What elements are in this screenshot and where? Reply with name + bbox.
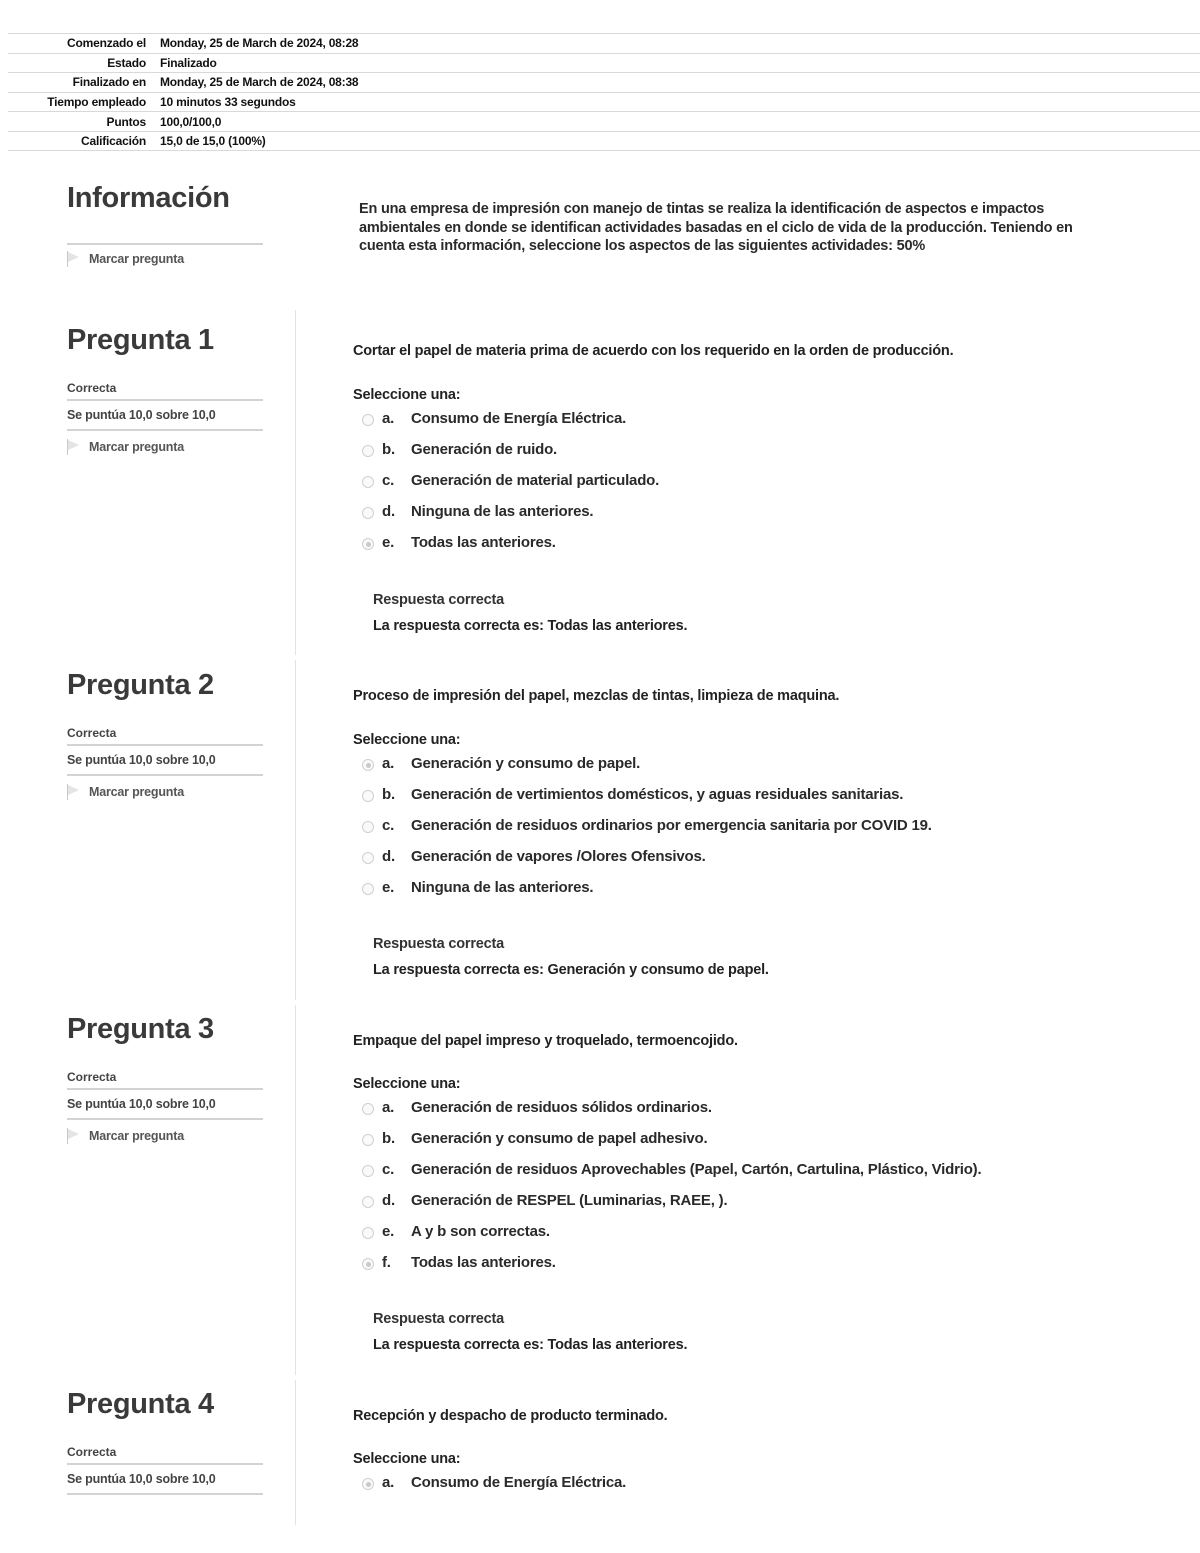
radio-button-selected[interactable]	[362, 538, 374, 550]
answer-option[interactable]	[362, 496, 659, 527]
option-text: Generación de ruido.	[411, 441, 558, 458]
option-letter: b.	[382, 441, 395, 458]
answer-option[interactable]	[362, 1092, 981, 1123]
option-text: A y b son correctas.	[411, 1223, 550, 1240]
divider	[295, 310, 296, 655]
summary-key: Tiempo empleado	[47, 95, 146, 110]
question-text: Proceso de impresión del papel, mezclas de tintas, limpieza de maquina.	[353, 688, 840, 704]
answer-option[interactable]	[362, 810, 932, 841]
answer-option[interactable]	[362, 465, 659, 496]
question-1-info	[67, 324, 263, 455]
radio-button[interactable]	[362, 821, 374, 833]
radio-button[interactable]	[362, 790, 374, 802]
answer-option[interactable]	[362, 872, 932, 903]
option-text: Generación de vapores /Olores Ofensivos.	[411, 848, 706, 865]
option-text: Generación de residuos Aprovechables (Papel, Cartón, Cartulina, Plástico, Vidrio).	[411, 1161, 982, 1178]
answer-option[interactable]	[362, 1185, 981, 1216]
flag-question-button[interactable]	[67, 439, 263, 455]
question-3-info	[67, 1013, 263, 1144]
question-title: Pregunta 2	[67, 669, 214, 701]
answer-option[interactable]	[362, 1467, 626, 1498]
divider	[295, 1005, 296, 1375]
question-title: Pregunta 1	[67, 324, 214, 356]
option-letter: c.	[382, 817, 395, 834]
question-4-info	[67, 1388, 263, 1495]
radio-button[interactable]	[362, 852, 374, 864]
summary-key: Comenzado el	[67, 36, 146, 51]
flag-question-button[interactable]	[67, 1128, 263, 1144]
radio-button[interactable]	[362, 476, 374, 488]
info-description: En una empresa de impresión con manejo de tintas se realiza la identificación de aspectos e impactos ambientales en donde se identifican actividades basadas en el ciclo de vida de la producción. Teniendo en cuenta esta información, seleccione los aspectos de las siguientes actividades: 50%	[359, 201, 1073, 254]
option-text: Todas las anteriores.	[411, 534, 556, 551]
question-state: Correcta	[67, 726, 117, 740]
summary-value: 15,0 de 15,0 (100%)	[160, 133, 266, 148]
option-text: Generación de RESPEL (Luminarias, RAEE, ).	[411, 1192, 728, 1209]
option-letter: e.	[382, 534, 395, 551]
answer-option[interactable]	[362, 748, 932, 779]
radio-button[interactable]	[362, 1103, 374, 1115]
option-letter: c.	[382, 1161, 395, 1178]
radio-button[interactable]	[362, 1227, 374, 1239]
radio-button-selected[interactable]	[362, 1258, 374, 1270]
question-grade: Se puntúa 10,0 sobre 10,0	[67, 1463, 263, 1495]
radio-button[interactable]	[362, 1165, 374, 1177]
option-text: Generación de residuos ordinarios por emergencia sanitaria por COVID 19.	[411, 817, 932, 834]
option-letter: f.	[382, 1254, 391, 1271]
flag-icon	[67, 1128, 79, 1144]
option-letter: d.	[382, 503, 395, 520]
option-text: Generación de vertimientos domésticos, y aguas residuales sanitarias.	[411, 786, 904, 803]
option-text: Consumo de Energía Eléctrica.	[411, 410, 627, 427]
option-letter: d.	[382, 1192, 395, 1209]
select-one-label: Seleccione una:	[353, 1451, 461, 1467]
radio-button[interactable]	[362, 1196, 374, 1208]
feedback-text: La respuesta correcta es: Todas las anteriores.	[373, 618, 688, 634]
option-letter: e.	[382, 879, 395, 896]
feedback-title: Respuesta correcta	[373, 1311, 504, 1327]
info-block-header	[67, 182, 263, 267]
flag-question-button[interactable]	[67, 784, 263, 800]
question-title: Pregunta 4	[67, 1388, 214, 1420]
radio-button[interactable]	[362, 1134, 374, 1146]
question-state: Correcta	[67, 1445, 117, 1459]
answer-options	[362, 748, 932, 903]
summary-value: Finalizado	[160, 55, 217, 70]
question-text: Empaque del papel impreso y troquelado, termoencojido.	[353, 1033, 738, 1049]
flag-icon	[67, 251, 79, 267]
option-text: Todas las anteriores.	[411, 1254, 556, 1271]
radio-button[interactable]	[362, 883, 374, 895]
option-text: Generación de residuos sólidos ordinarios.	[411, 1099, 712, 1116]
summary-row-finished	[8, 72, 1200, 92]
summary-row-state	[8, 53, 1200, 73]
question-2-info	[67, 669, 263, 800]
radio-button-selected[interactable]	[362, 1478, 374, 1490]
answer-option[interactable]	[362, 434, 659, 465]
question-grade: Se puntúa 10,0 sobre 10,0	[67, 744, 263, 776]
question-text: Recepción y despacho de producto terminado.	[353, 1408, 668, 1424]
option-letter: c.	[382, 472, 395, 489]
feedback-text: La respuesta correcta es: Todas las anteriores.	[373, 1337, 688, 1353]
answer-option[interactable]	[362, 1123, 981, 1154]
flag-icon	[67, 784, 79, 800]
summary-row-started	[8, 33, 1200, 53]
divider	[295, 660, 296, 1000]
option-text: Ninguna de las anteriores.	[411, 879, 594, 896]
feedback-box	[373, 591, 687, 634]
answer-option[interactable]	[362, 779, 932, 810]
feedback-box	[373, 935, 769, 978]
radio-button-selected[interactable]	[362, 759, 374, 771]
option-letter: a.	[382, 1474, 395, 1491]
answer-options	[362, 1467, 626, 1498]
feedback-title: Respuesta correcta	[373, 936, 504, 952]
summary-key: Finalizado en	[72, 75, 146, 90]
option-text: Consumo de Energía Eléctrica.	[411, 1474, 627, 1491]
question-title: Pregunta 3	[67, 1013, 214, 1045]
answer-option[interactable]	[362, 841, 932, 872]
option-letter: a.	[382, 1099, 395, 1116]
feedback-title: Respuesta correcta	[373, 592, 504, 608]
select-one-label: Seleccione una:	[353, 732, 461, 748]
answer-options	[362, 1092, 981, 1278]
feedback-text: La respuesta correcta es: Generación y consumo de papel.	[373, 962, 769, 978]
option-text: Generación y consumo de papel.	[411, 755, 641, 772]
select-one-label: Seleccione una:	[353, 1076, 461, 1092]
answer-option[interactable]	[362, 1154, 981, 1185]
summary-value: 100,0/100,0	[160, 114, 222, 129]
question-state: Correcta	[67, 381, 117, 395]
summary-value: 10 minutos 33 segundos	[160, 95, 296, 110]
summary-row-points	[8, 111, 1200, 131]
summary-key: Estado	[107, 55, 146, 70]
question-state: Correcta	[67, 1070, 117, 1084]
flag-label: Marcar pregunta	[89, 785, 184, 799]
summary-row-grade	[8, 131, 1200, 151]
summary-value: Monday, 25 de March de 2024, 08:28	[160, 36, 359, 51]
question-text: Cortar el papel de materia prima de acuerdo con los requerido en la orden de producción.	[353, 343, 954, 359]
divider	[67, 243, 263, 251]
answer-option[interactable]	[362, 1216, 981, 1247]
flag-icon	[67, 439, 79, 455]
attempt-summary-table	[8, 33, 1200, 151]
flag-label: Marcar pregunta	[89, 440, 184, 454]
option-letter: b.	[382, 786, 395, 803]
question-grade: Se puntúa 10,0 sobre 10,0	[67, 399, 263, 431]
summary-value: Monday, 25 de March de 2024, 08:38	[160, 75, 359, 90]
info-title: Información	[67, 182, 230, 214]
answer-option[interactable]	[362, 527, 659, 558]
summary-row-time-taken	[8, 92, 1200, 112]
option-letter: a.	[382, 410, 395, 427]
option-text: Generación de material particulado.	[411, 472, 660, 489]
question-grade: Se puntúa 10,0 sobre 10,0	[67, 1088, 263, 1120]
option-letter: a.	[382, 755, 395, 772]
select-one-label: Seleccione una:	[353, 387, 461, 403]
answer-option[interactable]	[362, 1247, 981, 1278]
flag-question-button[interactable]	[67, 251, 263, 267]
feedback-box	[373, 1310, 687, 1353]
flag-label: Marcar pregunta	[89, 252, 184, 266]
option-letter: d.	[382, 848, 395, 865]
option-letter: b.	[382, 1130, 395, 1147]
radio-button[interactable]	[362, 414, 374, 426]
divider	[295, 1380, 296, 1525]
option-letter: e.	[382, 1223, 395, 1240]
option-text: Ninguna de las anteriores.	[411, 503, 594, 520]
answer-option[interactable]	[362, 403, 659, 434]
radio-button[interactable]	[362, 507, 374, 519]
radio-button[interactable]	[362, 445, 374, 457]
summary-key: Puntos	[106, 114, 146, 129]
answer-options	[362, 403, 659, 558]
summary-key: Calificación	[81, 133, 146, 148]
flag-label: Marcar pregunta	[89, 1129, 184, 1143]
option-text: Generación y consumo de papel adhesivo.	[411, 1130, 708, 1147]
